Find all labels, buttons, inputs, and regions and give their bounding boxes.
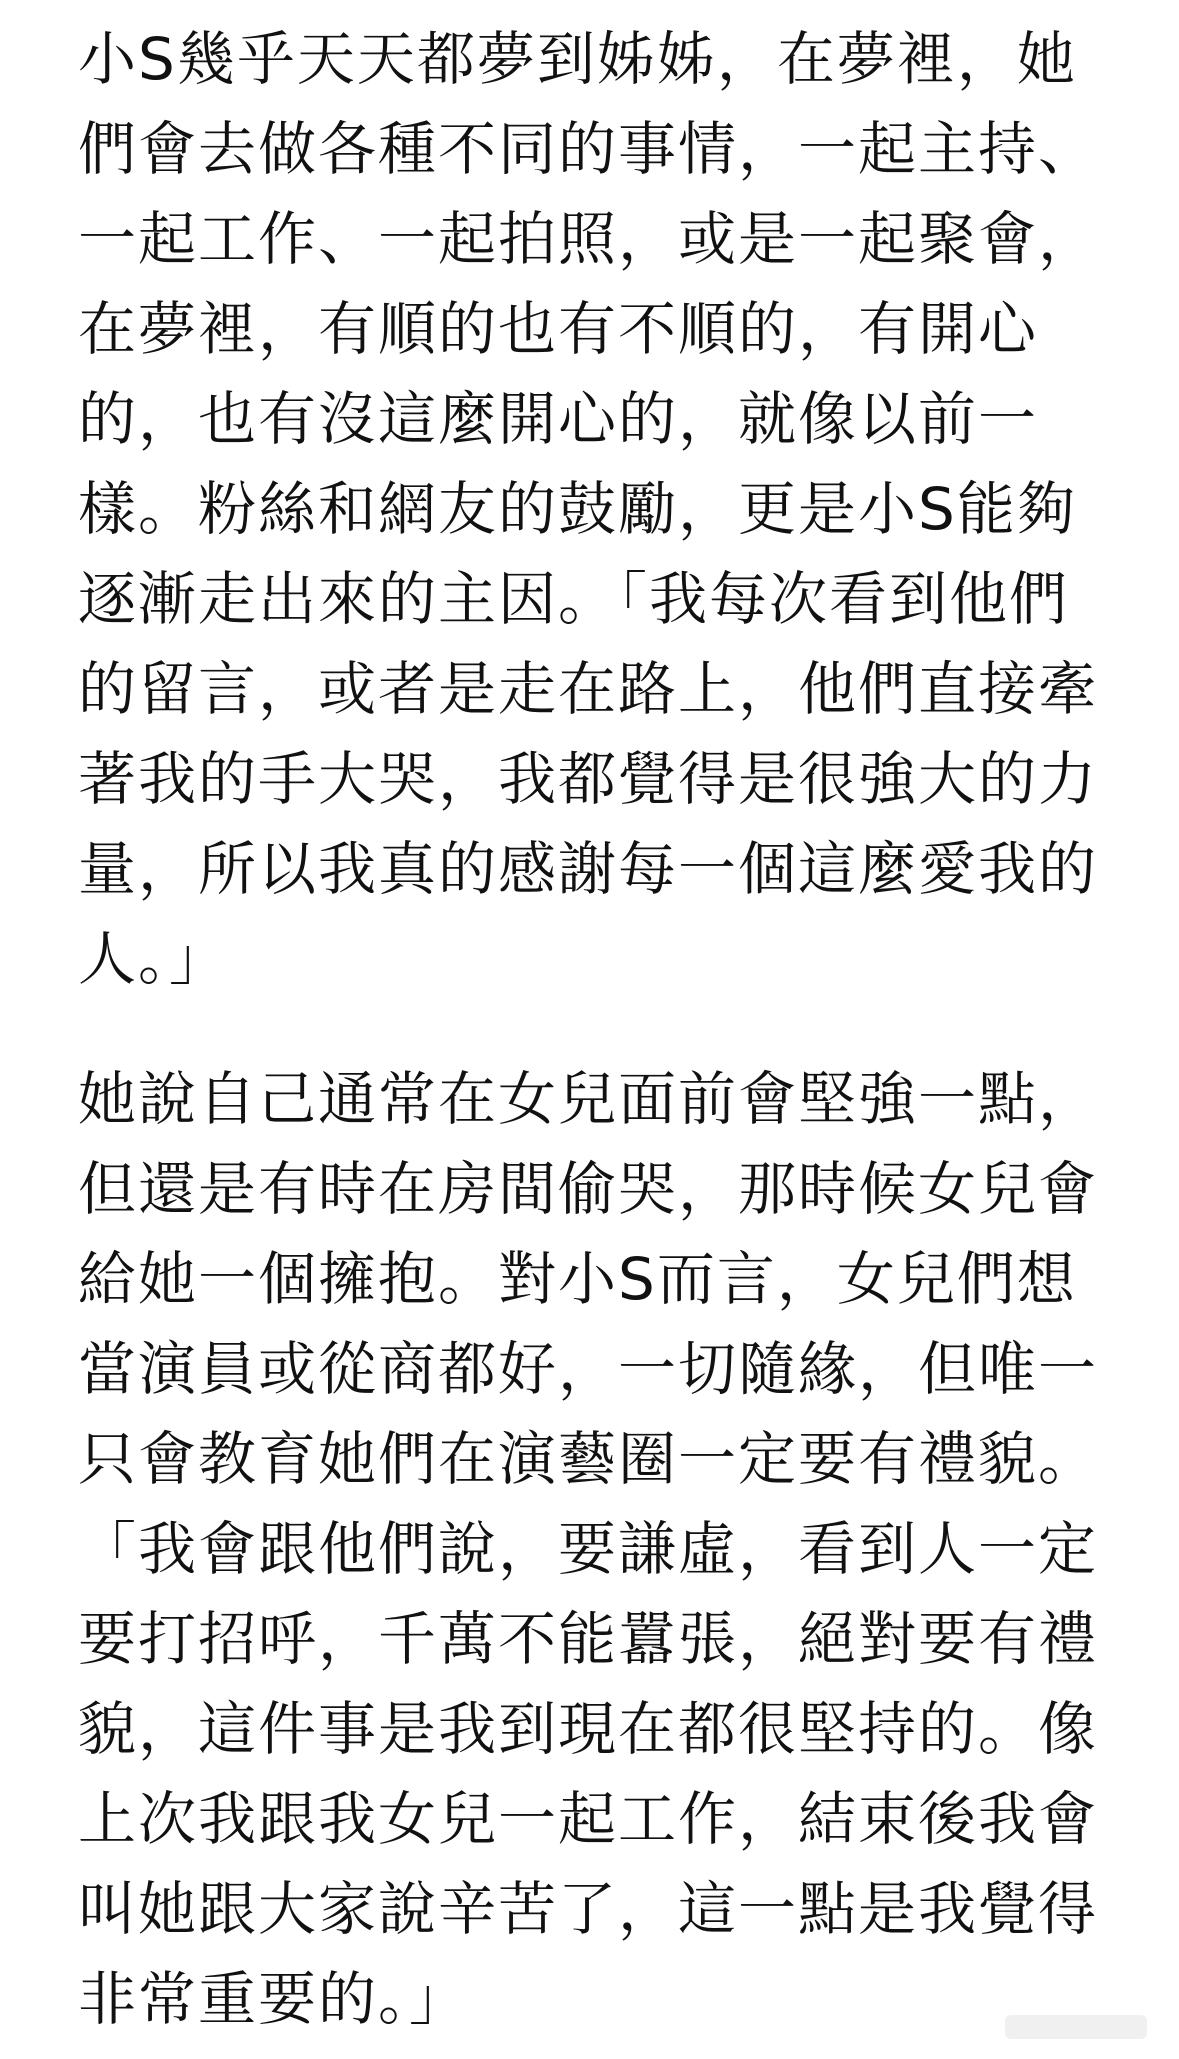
text-line: 人。」 xyxy=(78,925,230,993)
article-paragraph-1 xyxy=(78,14,1118,1004)
watermark-icon xyxy=(1001,2007,1151,2047)
text-line: 上次我跟我女兒一起工作，結束後我會 xyxy=(78,1785,1099,1853)
text-line: 在夢裡，有順的也有不順的，有開心 xyxy=(78,295,1039,363)
text-line: 一起工作、一起拍照，或是一起聚會， xyxy=(78,205,1099,273)
text-line: 要打招呼，千萬不能囂張，絕對要有禮 xyxy=(78,1605,1099,1673)
article-paragraph-2 xyxy=(78,1054,1118,2044)
text-line: 的留言，或者是走在路上，他們直接牽 xyxy=(78,655,1099,723)
text-line: 給她一個擁抱。對小S而言，女兒們想 xyxy=(78,1245,1077,1313)
text-line: 當演員或從商都好，一切隨緣，但唯一 xyxy=(78,1335,1099,1403)
text-line: 小S幾乎天天都夢到姊姊，在夢裡，她 xyxy=(78,25,1077,93)
text-line: 逐漸走出來的主因。「我每次看到他們 xyxy=(78,565,1070,633)
text-line: 叫她跟大家說辛苦了，這一點是我覺得 xyxy=(78,1875,1099,1943)
text-line: 樣。粉絲和網友的鼓勵，更是小S能夠 xyxy=(78,475,1077,543)
text-line: 只會教育她們在演藝圈一定要有禮貌。 xyxy=(78,1425,1099,1493)
text-line: 量，所以我真的感謝每一個這麼愛我的 xyxy=(78,835,1099,903)
text-line: 非常重要的。」 xyxy=(78,1965,470,2033)
text-line: 著我的手大哭，我都覺得是很強大的力 xyxy=(78,745,1099,813)
text-line: 貌，這件事是我到現在都很堅持的。像 xyxy=(78,1695,1099,1763)
text-line: 「我會跟他們說，要謙虛，看到人一定 xyxy=(78,1515,1099,1583)
text-line: 她說自己通常在女兒面前會堅強一點， xyxy=(78,1065,1099,1133)
text-line: 但還是有時在房間偷哭，那時候女兒會 xyxy=(78,1155,1099,1223)
text-line: 們會去做各種不同的事情，一起主持、 xyxy=(78,115,1099,183)
text-line: 的，也有沒這麼開心的，就像以前一 xyxy=(78,385,1039,453)
